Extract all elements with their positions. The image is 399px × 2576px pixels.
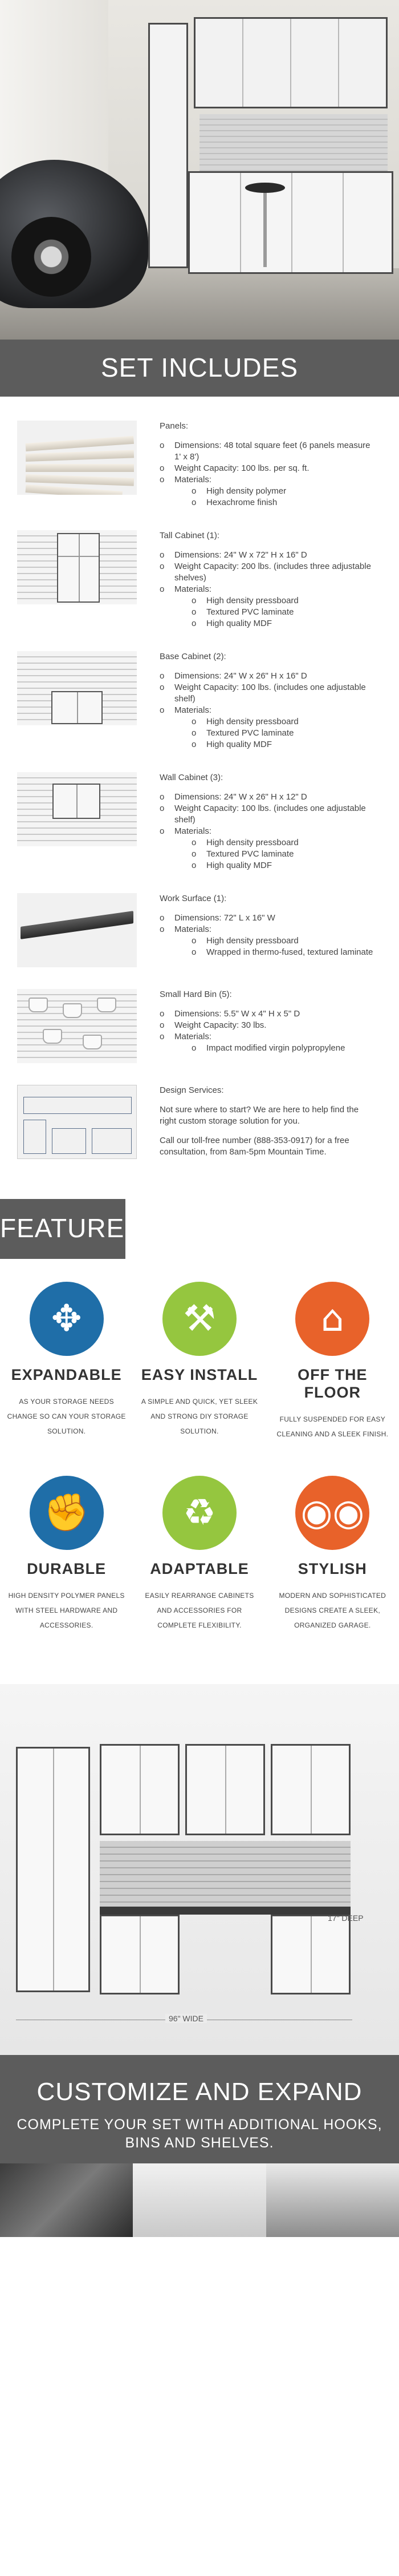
- feature-stylish: [270, 1476, 395, 1633]
- feature-name: OFF THE FLOOR: [298, 1366, 368, 1401]
- material: o High density pressboard: [192, 935, 376, 947]
- tall-cabinet: [16, 1747, 90, 1992]
- material: o High density pressboard: [192, 837, 376, 849]
- material: o Hexachrome finish: [192, 497, 376, 508]
- spec: o Weight Capacity: 100 lbs. per sq. ft.: [160, 463, 376, 474]
- accessory-gallery: [0, 2163, 399, 2237]
- base-cabinet: [271, 1915, 351, 1994]
- spec: o Dimensions: 24" W x 26" H x 12" D: [160, 792, 376, 803]
- sunglasses-icon: ◉◉: [295, 1476, 369, 1550]
- tall-cabinet-image: [17, 530, 137, 604]
- material: o High density pressboard: [192, 595, 376, 607]
- feature-name: DURABLE: [27, 1560, 107, 1577]
- spec: o Weight Capacity: 100 lbs. (includes one adjustable shelf): [160, 803, 376, 826]
- panels-image: [17, 421, 137, 495]
- hero-car-wheel: [11, 217, 91, 297]
- width-label: 96" WIDE: [165, 2014, 207, 2023]
- item-panels: [0, 421, 399, 508]
- hero-wall-cabinets: [194, 17, 388, 108]
- feature-desc: AS YOUR STORAGE NEEDS CHANGE SO CAN YOUR STORAGE SOLUTION.: [7, 1398, 126, 1435]
- set-includes-list: [0, 397, 399, 1199]
- item-name: Work Surface (1):: [160, 894, 227, 903]
- spec: o Materials:: [160, 474, 376, 486]
- material: o High density polymer: [192, 486, 376, 497]
- feature-desc: EASILY REARRANGE CABINETS AND ACCESSORIES FOR COMPLETE FLEXIBILITY.: [145, 1592, 254, 1629]
- wall-cabinet: [100, 1744, 180, 1835]
- spec: o Dimensions: 24" W x 72" H x 16" D: [160, 550, 376, 561]
- item-design-services: [0, 1085, 399, 1166]
- hero-slatwall: [199, 114, 388, 171]
- work-surface: [100, 1907, 351, 1915]
- material: o High quality MDF: [192, 739, 376, 750]
- features-title: FEATURES: [0, 1213, 142, 1243]
- accessory-image-bins: [133, 2163, 266, 2237]
- item-wall-cabinet: [0, 772, 399, 871]
- depth-label: 17" DEEP: [328, 1913, 364, 1923]
- item-work-surface: [0, 893, 399, 967]
- feature-desc: FULLY SUSPENDED FOR EASY CLEANING AND A SLEEK FINISH.: [276, 1415, 389, 1438]
- wall-cabinet: [271, 1744, 351, 1835]
- spec: o Materials:: [160, 705, 376, 716]
- set-includes-header: [0, 340, 399, 397]
- feature-off-the-floor: [270, 1282, 395, 1442]
- customize-header: [0, 2055, 399, 2163]
- material: o High quality MDF: [192, 860, 376, 871]
- hero-garage-image: [0, 0, 399, 340]
- hero-stool: [245, 183, 285, 268]
- material: o Impact modified virgin polypropylene: [192, 1043, 376, 1054]
- wall-cabinet: [185, 1744, 265, 1835]
- spec: o Dimensions: 48 total square feet (6 panels measure 1' x 8'): [160, 440, 376, 463]
- feature-desc: A SIMPLE AND QUICK, YET SLEEK AND STRONG DIY STORAGE SOLUTION.: [141, 1398, 258, 1435]
- drill-icon: ⚒: [162, 1282, 237, 1356]
- item-name: Wall Cabinet (3):: [160, 773, 223, 782]
- spec: o Materials:: [160, 826, 376, 837]
- work-surface-image: [17, 893, 137, 967]
- accessory-image-shelves: [266, 2163, 399, 2237]
- material: o Textured PVC laminate: [192, 607, 376, 618]
- item-base-cabinet: [0, 651, 399, 750]
- spec: o Dimensions: 5.5" W x 4" H x 5" D: [160, 1008, 376, 1020]
- customize-title: CUSTOMIZE AND EXPAND: [36, 2078, 363, 2106]
- material: o Wrapped in thermo-fused, textured laminate: [192, 947, 376, 958]
- item-name: Small Hard Bin (5):: [160, 990, 232, 999]
- hero-base-cabinets: [188, 171, 393, 274]
- spec: o Dimensions: 24" W x 26" H x 16" D: [160, 671, 376, 682]
- base-cabinet: [100, 1915, 180, 1994]
- expand-arrows-icon: ✥: [30, 1282, 104, 1356]
- features-grid: [0, 1259, 399, 1684]
- spec: o Weight Capacity: 30 lbs.: [160, 1020, 376, 1031]
- base-cabinet-image: [17, 651, 137, 725]
- design-sketch-image: [17, 1085, 137, 1159]
- spec: o Materials:: [160, 924, 376, 935]
- feature-durable: [4, 1476, 129, 1633]
- feature-name: EASY INSTALL: [141, 1366, 258, 1383]
- small-hard-bin-image: [17, 989, 137, 1063]
- feature-desc: MODERN AND SOPHISTICATED DESIGNS CREATE A SLEEK, ORGANIZED GARAGE.: [279, 1592, 386, 1629]
- feature-name: EXPANDABLE: [11, 1366, 122, 1383]
- design-text: Not sure where to start? We are here to help find the right custom storage solution for you.: [160, 1105, 359, 1126]
- item-name: Design Services:: [160, 1085, 224, 1095]
- wall-cabinet-image: [17, 772, 137, 846]
- spec: o Materials:: [160, 584, 376, 595]
- feature-adaptable: [137, 1476, 262, 1633]
- item-tall-cabinet: [0, 530, 399, 629]
- slatwall-panels: [100, 1841, 351, 1909]
- material: o Textured PVC laminate: [192, 728, 376, 739]
- feature-easy-install: [137, 1282, 262, 1442]
- material: o High quality MDF: [192, 618, 376, 629]
- spec: o Weight Capacity: 100 lbs. (includes one adjustable shelf): [160, 682, 376, 705]
- set-includes-title: SET INCLUDES: [100, 353, 299, 382]
- spec: o Materials:: [160, 1031, 376, 1043]
- spec: o Dimensions: 72" L x 16" W: [160, 912, 376, 924]
- feature-expandable: [4, 1282, 129, 1442]
- cycle-arrows-icon: ♻: [162, 1476, 237, 1550]
- product-image: [0, 1684, 399, 2055]
- feature-name: ADAPTABLE: [150, 1560, 249, 1577]
- accessory-image-hooks: [0, 2163, 133, 2237]
- fist-icon: ✊: [30, 1476, 104, 1550]
- feature-desc: HIGH DENSITY POLYMER PANELS WITH STEEL HARDWARE AND ACCESSORIES.: [8, 1592, 125, 1629]
- feature-name: STYLISH: [298, 1560, 367, 1577]
- item-name: Base Cabinet (2):: [160, 652, 226, 661]
- item-name: Tall Cabinet (1):: [160, 531, 220, 540]
- material: o Textured PVC laminate: [192, 849, 376, 860]
- item-name: Panels:: [160, 421, 189, 431]
- item-small-hard-bin: [0, 989, 399, 1063]
- sneakers-icon: ⌂: [295, 1282, 369, 1356]
- customize-subtitle: COMPLETE YOUR SET WITH ADDITIONAL HOOKS, BINS AND SHELVES.: [17, 2117, 382, 2151]
- features-header: [0, 1199, 142, 1259]
- spec: o Weight Capacity: 200 lbs. (includes three adjustable shelves): [160, 561, 376, 584]
- material: o High density pressboard: [192, 716, 376, 728]
- hero-tall-cabinet: [148, 23, 188, 268]
- design-contact: Call our toll-free number (888-353-0917) for a free consultation, from 8am-5pm Mountain Time.: [160, 1136, 349, 1157]
